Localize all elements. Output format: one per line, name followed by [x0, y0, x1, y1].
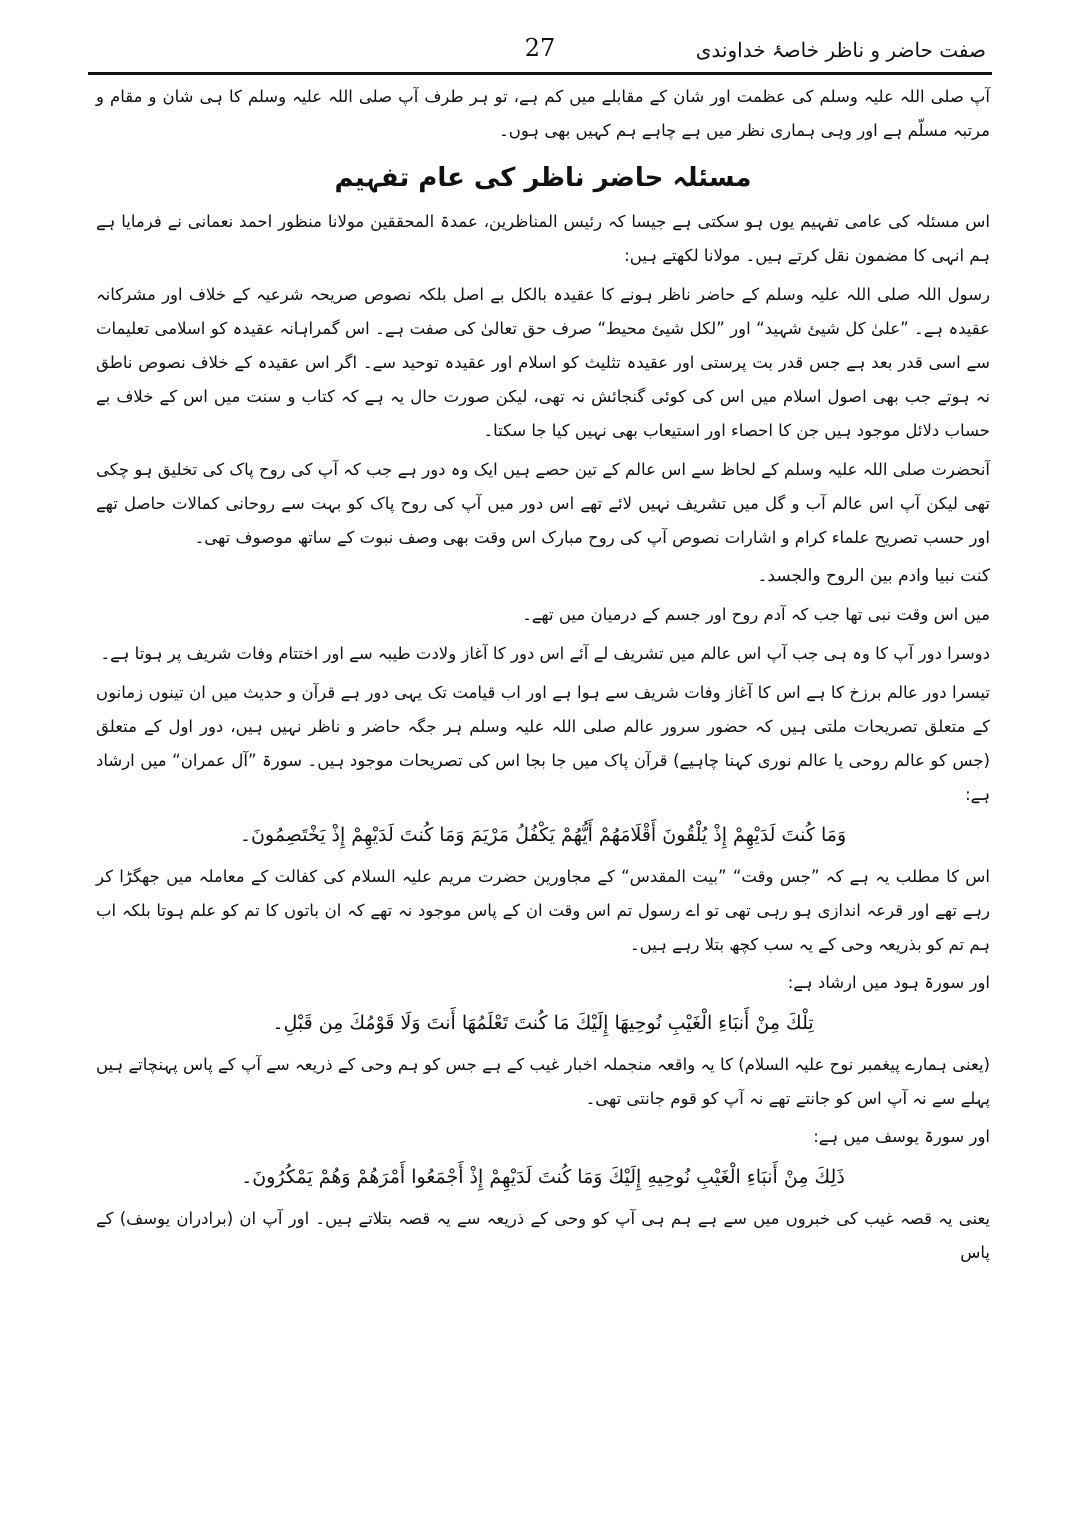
intro-surah-yusuf: اور سورۃ یوسف میں ہے: — [813, 1127, 990, 1146]
paragraph-7: تیسرا دور عالم برزخ کا ہے اس کا آغاز وفات شریف سے ہوا ہے اور اب قیامت تک یہی دور ہے قرآن و حدیث میں ان تینوں زمانوں کے متعلق تصریحات ملتی ہیں کہ حضور سرور عالم صلی اللہ علیہ وسلم ہر جگہ حاضر و ناظر نہیں ہیں، دور اول کے متعلق (جس کو عالم روحی یا عالم نوری کہنا چاہیے) قرآن پاک میں جا بجا اس کی تصریحات موجود ہیں۔ سورۃ ”آل عمران“ میں ارشاد ہے: — [96, 683, 990, 804]
intro-surah-hud: اور سورۃ ہود میں ارشاد ہے: — [787, 973, 990, 992]
quran-verse-al-imran: وَمَا كُنتَ لَدَيْهِمْ إِذْ يُلْقُونَ أَقْلَامَهُمْ أَيُّهُمْ يَكْفُلُ مَرْيَمَ وَمَا كُنتَ لَدَيْهِمْ إِذْ يَخْتَصِمُونَ۔ — [239, 824, 847, 846]
paragraph-10: یعنی یہ قصہ غیب کی خبروں میں سے ہے ہم ہی آپ کو وحی کے ذریعہ سے یہ قصہ بتلاتے ہیں۔ اور آپ ان (برادران یوسف) کے پاس — [96, 1209, 990, 1262]
paragraph-4: آنحضرت صلی اللہ علیہ وسلم کے لحاظ سے اس عالم کے تین حصے ہیں ایک وہ دور ہے جب کہ آپ کی روح پاک کی تخلیق ہو چکی تھی لیکن آپ اس عالم آب و گل میں تشریف نہیں لائے تھے اس دور میں آپ کی روح پاک کو بہت سے روحانی کمالات حاصل تھے اور حسب تصریح علماء کرام و اشارات نصوص آپ کی روح مبارک اس وقت بھی وصف نبوت کے ساتھ موصوف تھی۔ — [96, 460, 990, 547]
page-body — [96, 80, 990, 1270]
paragraph-2: اس مسئلہ کی عامی تفہیم یوں ہو سکتی ہے جیسا کہ رئیس المناظرین، عمدۃ المحققین مولانا منظور احمد نعمانی نے فرمایا ہے ہم انہی کا مضمون نقل کرتے ہیں۔ مولانا لکھتے ہیں: — [96, 212, 990, 265]
quran-verse-hud: تِلْكَ مِنْ أَنبَاءِ الْغَيْبِ نُوحِيهَا إِلَيْكَ مَا كُنتَ تَعْلَمُهَا أَنتَ وَلَا قَوْمُكَ مِن قَبْلِ۔ — [272, 1012, 814, 1034]
hadith-quote: کنت نبیا وادم بین الروح والجسد۔ — [757, 566, 990, 586]
quran-verse-yusuf: ذَلِكَ مِنْ أَنبَاءِ الْغَيْبِ نُوحِيهِ إِلَيْكَ وَمَا كُنتَ لَدَيْهِمْ إِذْ أَجْمَعُوا أَمْرَهُمْ وَهُمْ يَمْكُرُونَ۔ — [241, 1166, 845, 1188]
page-number: 27 — [524, 34, 556, 62]
section-heading: مسئلہ حاضر ناظر کی عام تفہیم — [334, 163, 752, 193]
paragraph-9: (یعنی ہمارے پیغمبر نوح علیہ السلام) کا یہ واقعہ منجملہ اخبار غیب کے ہے جس کو ہم وحی کے ذریعہ سے آپ کے پاس پہنچاتے ہیں پہلے سے نہ آپ اس کو جانتے تھے نہ آپ کو قوم جانتی تھی۔ — [96, 1055, 990, 1108]
paragraph-3: رسول اللہ صلی اللہ علیہ وسلم کے حاضر ناظر ہونے کا عقیدہ بالکل بے اصل بلکہ نصوص صریحہ شرعیہ کے خلاف اور مشرکانہ عقیدہ ہے۔ ”علیٰ کل شیئ شہید“ اور ”لکل شیئ محیط“ صرف حق تعالیٰ کی صفت ہے۔ اس گمراہانہ عقیدہ کو اسلامی تعلیمات سے اسی قدر بعد ہے جس قدر بت پرستی اور عقیدہ تثلیث کو اسلام اور عقیدہ توحید سے۔ اگر اس عقیدہ کے خلاف نصوص ناطق نہ ہوتے جب بھی اصول اسلام میں اس کی کوئی گنجائش نہ تھی، لیکن صورت حال یہ ہے کہ کتاب و سنت میں اس کے خلاف بے حساب دلائل موجود ہیں جن کا احصاء اور استیعاب بھی نہیں کیا جا سکتا۔ — [96, 285, 990, 440]
page-header — [88, 28, 992, 75]
paragraph-5: میں اس وقت نبی تھا جب کہ آدم روح اور جسم کے درمیان میں تھے۔ — [522, 605, 990, 624]
paragraph-6: دوسرا دور آپ کا وہ ہی جب آپ اس عالم میں تشریف لے آئے اس دور کا آغاز ولادت طیبہ سے اور اختتام وفات شریف پر ہوتا ہے۔ — [100, 644, 990, 663]
paragraph-1: آپ صلی اللہ علیہ وسلم کی عظمت اور شان کے مقابلے میں کم ہے، تو ہر طرف آپ صلی اللہ علیہ وسلم کا ہی شان و مقام و مرتبہ مسلّم ہے اور وہی ہماری نظر میں ہے چاہے ہم کہیں بھی ہوں۔ — [96, 87, 990, 140]
header-title: صفت حاضر و ناظر خاصۂ خداوندی — [695, 38, 986, 62]
paragraph-8: اس کا مطلب یہ ہے کہ ”جس وقت“ ”بیت المقدس“ کے مجاورین حضرت مریم علیہ السلام کی کفالت کے معاملہ میں جھگڑا کر رہے تھے اور قرعہ اندازی ہو رہی تھی تو اے رسول تم اس وقت ان کے پاس موجود نہ تھے کہ ان باتوں کا تم کو علم ہوتا بلکہ اب ہم تم کو بذریعہ وحی کے یہ سب کچھ بتلا رہے ہیں۔ — [96, 867, 990, 954]
